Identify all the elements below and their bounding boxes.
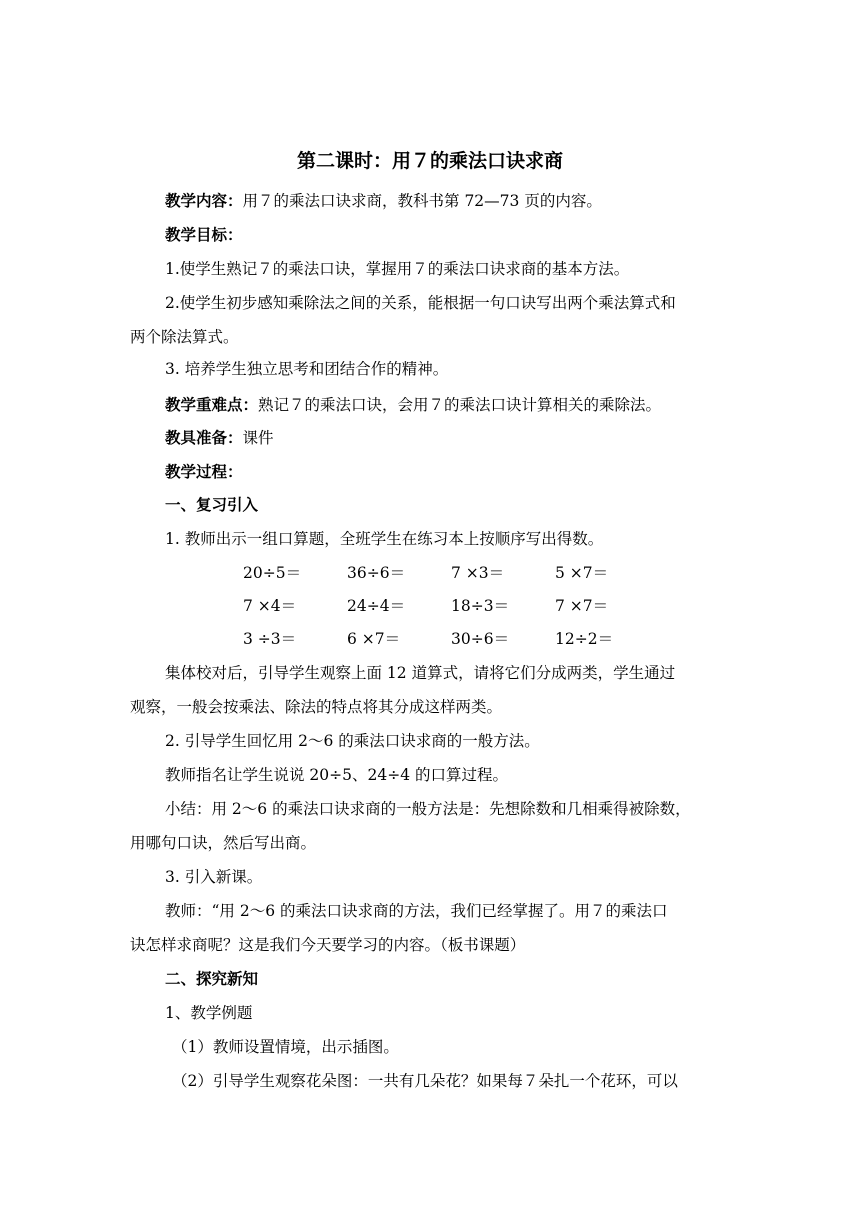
- key-points-label: 教学重难点：: [165, 396, 259, 414]
- section-2-sub-1: 1、教学例题: [165, 1004, 253, 1022]
- teaching-content-label: 教学内容：: [165, 192, 243, 210]
- teaching-content: [165, 191, 775, 211]
- summary-line: 小结：用 2～6 的乘法口诀求商的一般方法是：先想除数和几相乘得被除数，: [165, 800, 691, 818]
- key-points: [165, 395, 775, 415]
- section-1-step-2: 2. 引导学生回忆用 2～6 的乘法口诀求商的一般方法。: [165, 732, 540, 750]
- equation: 6 ×7＝: [347, 630, 401, 648]
- teaching-content-text: 用７的乘法口诀求商，教科书第 72—73 页的内容。: [242, 192, 602, 210]
- goal-item-2-continued: 两个除法算式。: [130, 328, 239, 346]
- teacher-quote-line: 诀怎样求商呢？这是我们今天要学习的内容。（板书课题）: [130, 936, 526, 954]
- equation: 7 ×7＝: [555, 597, 609, 615]
- goal-item-2: 2.使学生初步感知乘除法之间的关系，能根据一句口诀写出两个乘法算式和: [165, 294, 676, 312]
- teaching-goals-label: 教学目标：: [165, 226, 243, 244]
- equation: 12÷2＝: [555, 630, 614, 648]
- equation: 7 ×3＝: [451, 564, 505, 582]
- equation: 20÷5＝: [243, 564, 302, 582]
- section-2-item-1: （1）教师设置情境，出示插图。: [172, 1038, 399, 1056]
- equation: 24÷4＝: [347, 597, 406, 615]
- key-points-text: 熟记７的乘法口诀，会用７的乘法口诀计算相关的乘除法。: [258, 396, 662, 414]
- paragraph-line: 观察，一般会按乘法、除法的特点将其分成这样两类。: [130, 698, 503, 716]
- section-1-step-3: 3. 引入新课。: [165, 868, 263, 886]
- summary-line: 用哪句口诀，然后写出商。: [130, 834, 317, 852]
- teaching-tools-text: 课件: [242, 429, 274, 447]
- equation: 18÷3＝: [451, 597, 510, 615]
- goal-item-3: 3. 培养学生独立思考和团结合作的精神。: [165, 360, 449, 378]
- section-2-heading: 二、探究新知: [165, 970, 259, 988]
- paragraph-line: 集体校对后，引导学生观察上面 12 道算式，请将它们分成两类，学生通过: [165, 664, 676, 682]
- equation: 7 ×4＝: [243, 597, 297, 615]
- lesson-title: 第二课时：用７的乘法口诀求商: [296, 150, 563, 172]
- paragraph-line: 教师指名让学生说说 20÷5、24÷4 的口算过程。: [165, 766, 508, 784]
- teaching-tools: [165, 428, 775, 448]
- equation: 30÷6＝: [451, 630, 510, 648]
- teaching-tools-label: 教具准备：: [165, 429, 243, 447]
- goal-item-1: 1.使学生熟记７的乘法口诀，掌握用７的乘法口诀求商的基本方法。: [165, 260, 630, 278]
- teacher-quote-line: 教师：“用 2～6 的乘法口诀求商的方法，我们已经掌握了。用７的乘法口: [165, 902, 668, 920]
- teaching-process-label: 教学过程：: [165, 463, 243, 481]
- section-2-item-2: （2）引导学生观察花朵图：一共有几朵花？如果每７朵扎一个花环，可以: [172, 1072, 678, 1090]
- section-1-heading: 一、复习引入: [165, 496, 259, 514]
- equation: 3 ÷3＝: [243, 630, 297, 648]
- section-1-step-1: 1. 教师出示一组口算题，全班学生在练习本上按顺序写出得数。: [165, 530, 604, 548]
- equation: 5 ×7＝: [555, 564, 609, 582]
- equation: 36÷6＝: [347, 564, 406, 582]
